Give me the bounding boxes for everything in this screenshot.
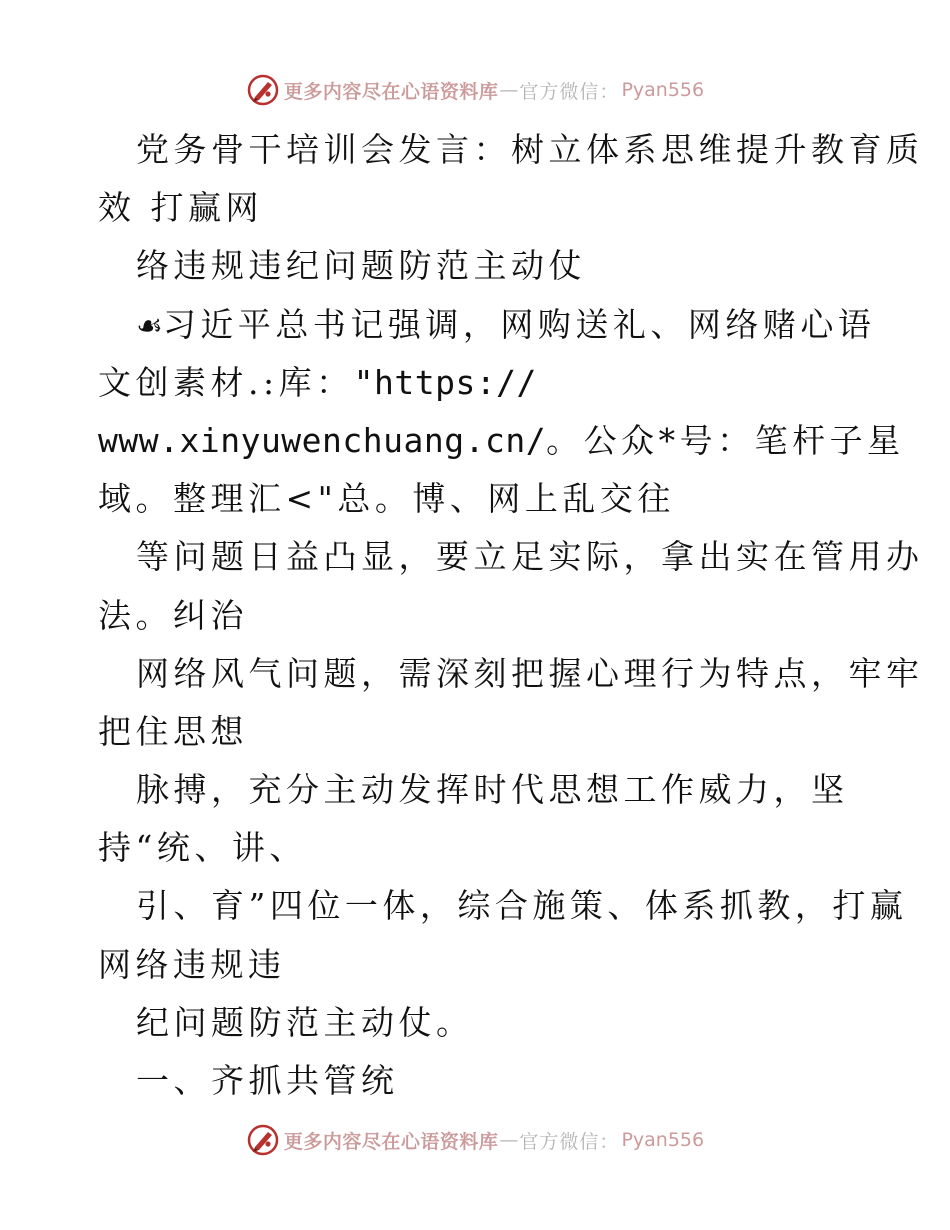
watermark-text: 更多内容尽在心语资料库	[283, 1130, 499, 1153]
doc-line-7: 域。整理汇<"总。博、网上乱交往	[98, 479, 675, 519]
logo-icon	[246, 1123, 280, 1157]
watermark-wechat-id: Pyan556	[621, 79, 705, 101]
doc-line-5-url: "https://	[353, 362, 537, 402]
doc-line-4	[98, 296, 876, 354]
doc-line-9: 法。纠治	[98, 595, 248, 635]
watermark-wechat-label: 官方微信：	[519, 80, 620, 103]
doc-line-6-url: www.xinyuwenchuang.cn/	[98, 420, 547, 460]
watermark-text: 更多内容尽在心语资料库	[283, 80, 499, 103]
doc-line-13: 持“统、讲、	[98, 828, 307, 868]
watermark-wechat-id: Pyan556	[621, 1129, 705, 1151]
header-watermark	[0, 70, 950, 110]
doc-line-8: 等问题日益凸显，要立足实际，拿出实在管用办	[136, 537, 924, 577]
section-heading-1: 一、齐抓共管统	[136, 1061, 399, 1100]
doc-line-6	[98, 412, 905, 470]
watermark-separator: —	[499, 1129, 519, 1151]
doc-line-3: 络违规违纪问题防范主动仗	[136, 246, 586, 286]
footer-watermark	[0, 1120, 950, 1160]
logo-icon	[246, 73, 280, 107]
doc-title-line-1: 党务骨干培训会发言：树立体系思维提升教育质	[136, 130, 924, 169]
doc-line-6-text: 。公众*号：笔杆子星	[546, 420, 905, 460]
doc-title-line-2: 效 打赢网	[98, 188, 263, 228]
doc-line-14: 引、育”四位一体，综合施策、体系抓教，打赢	[136, 886, 908, 926]
doc-line-12: 脉搏，充分主动发挥时代思想工作威力，坚	[136, 770, 849, 810]
doc-line-15: 网络违规违	[98, 944, 286, 984]
watermark-separator: —	[499, 79, 519, 101]
doc-line-5-text: 文创素材.:库：	[98, 362, 354, 402]
document-body	[98, 121, 924, 1110]
doc-line-5	[98, 354, 858, 412]
doc-line-10: 网络风气问题，需深刻把握心理行为特点，牢牢	[136, 653, 924, 693]
doc-line-16: 纪问题防范主动仗。	[136, 1002, 474, 1042]
fleuron-icon: ☙	[136, 308, 163, 344]
watermark-wechat-label: 官方微信：	[519, 1130, 620, 1153]
doc-line-4-text: 习近平总书记强调，网购送礼、网络赌心语	[162, 304, 876, 344]
doc-line-11: 把住思想	[98, 711, 248, 751]
